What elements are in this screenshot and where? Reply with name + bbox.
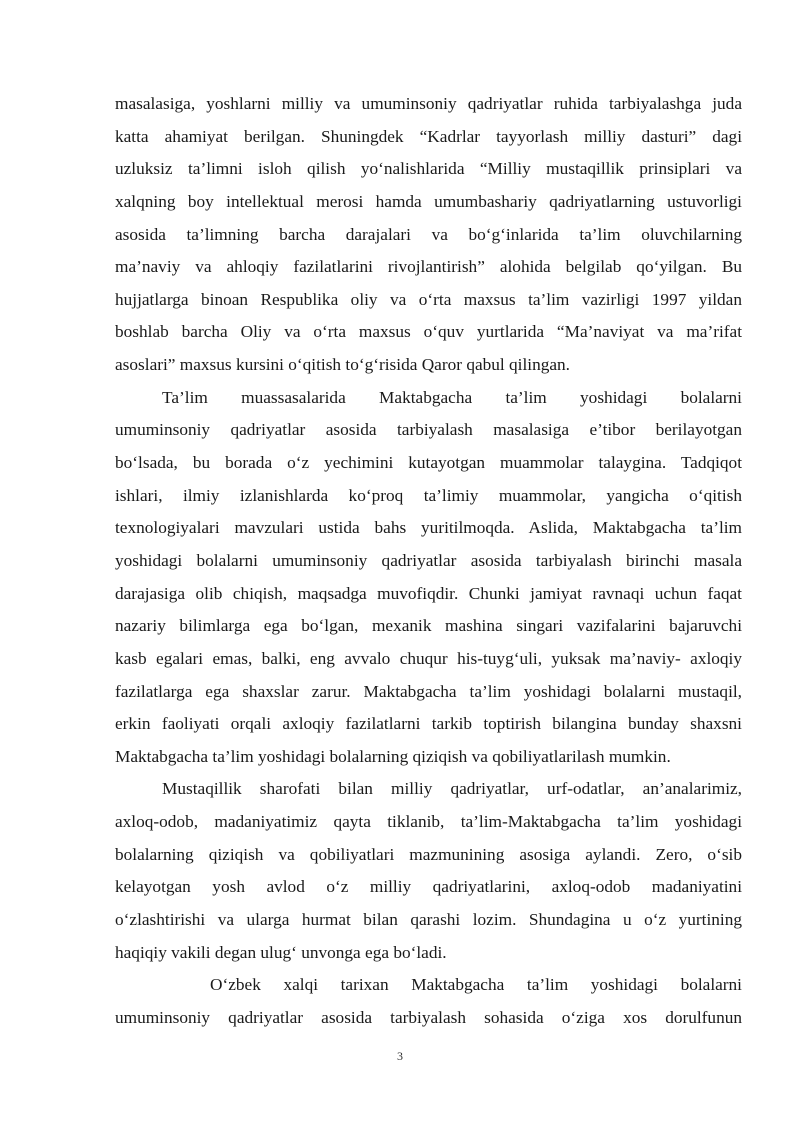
- text-line: axloq-odob, madaniyatimiz qayta tiklanib, ta’lim-Maktabgacha ta’lim yoshidagi: [115, 812, 742, 832]
- text-line: ma’naviy va ahloqiy fazilatlarini rivojlantirish” alohida belgilab qo‘yilgan. Bu: [115, 257, 742, 277]
- text-line: darajasiga olib chiqish, maqsadga muvofiqdir. Chunki jamiyat ravnaqi uchun faqat: [115, 583, 742, 603]
- text-line: bo‘lsada, bu borada o‘z yechimini kutayotgan muammolar talaygina. Tadqiqot: [115, 453, 742, 473]
- text-line: boshlab barcha Oliy va o‘rta maxsus o‘quv yurtlarida “Ma’naviyat va ma’rifat: [115, 322, 742, 342]
- text-line: bolalarning qiziqish va qobiliyatlari mazmunining asosiga aylandi. Zero, o‘sib: [115, 844, 742, 864]
- page-number: 3: [397, 1049, 403, 1063]
- text-line: ishlari, ilmiy izlanishlarda ko‘proq ta’limiy muammolar, yangicha o‘qitish: [115, 485, 742, 505]
- text-line: hujjatlarga binoan Respublika oliy va o‘rta maxsus ta’lim vazirligi 1997 yildan: [115, 289, 742, 309]
- text-line: asosida ta’limning barcha darajalari va bo‘g‘inlarida ta’lim oluvchilarning: [115, 224, 742, 244]
- text-line: Ta’lim muassasalarida Maktabgacha ta’lim yoshidagi bolalarni: [162, 387, 742, 407]
- text-line: katta ahamiyat berilgan. Shuningdek “Kadrlar tayyorlash milliy dasturi” dagi: [115, 126, 742, 146]
- text-line: erkin faoliyati orqali axloqiy fazilatlarni tarkib toptirish bilangina bunday shaxsni: [115, 714, 742, 734]
- text-line: asoslari” maxsus kursini o‘qitish to‘g‘risida Qaror qabul qilingan.: [115, 355, 570, 375]
- body-text: [115, 88, 742, 1035]
- text-line: O‘zbek xalqi tarixan Maktabgacha ta’lim yoshidagi bolalarni: [210, 975, 742, 995]
- text-line: masalasiga, yoshlarni milliy va umuminsoniy qadriyatlar ruhida tarbiyalashga juda: [115, 94, 742, 113]
- text-line: kelayotgan yosh avlod o‘z milliy qadriyatlarini, axloq-odob madaniyatini: [115, 877, 742, 897]
- text-line: umuminsoniy qadriyatlar asosida tarbiyalash sohasida o‘ziga xos dorulfunun: [115, 1007, 742, 1027]
- text-line: kasb egalari emas, balki, eng avvalo chuqur his-tuyg‘uli, yuksak ma’naviy- axloqiy: [115, 648, 742, 668]
- text-line: texnologiyalari mavzulari ustida bahs yuritilmoqda. Aslida, Maktabgacha ta’lim: [115, 518, 742, 538]
- text-line: umuminsoniy qadriyatlar asosida tarbiyalash masalasiga e’tibor berilayotgan: [115, 420, 742, 440]
- text-line: nazariy bilimlarga ega bo‘lgan, mexanik mashina singari vazifalarini bajaruvchi: [115, 616, 742, 636]
- text-line: haqiqiy vakili degan ulug‘ unvonga ega bo‘ladi.: [115, 942, 447, 962]
- text-line: fazilatlarga ega shaxslar zarur. Maktabgacha ta’lim yoshidagi bolalarni mustaqil,: [115, 681, 742, 701]
- text-line: yoshidagi bolalarni umuminsoniy qadriyatlar asosida tarbiyalash birinchi masala: [115, 550, 742, 570]
- text-line: xalqning boy intellektual merosi hamda umumbashariy qadriyatlarning ustuvorligi: [115, 191, 742, 211]
- text-line: o‘zlashtirishi va ularga hurmat bilan qarashi lozim. Shundagina u o‘z yurtining: [115, 910, 742, 930]
- text-line: Mustaqillik sharofati bilan milliy qadriyatlar, urf-odatlar, an’analarimiz,: [162, 779, 742, 799]
- text-line: uzluksiz ta’limni isloh qilish yo‘nalishlarida “Milliy mustaqillik prinsiplari va: [115, 159, 742, 179]
- text-line: Maktabgacha ta’lim yoshidagi bolalarning qiziqish va qobiliyatlarilash mumkin.: [115, 746, 671, 766]
